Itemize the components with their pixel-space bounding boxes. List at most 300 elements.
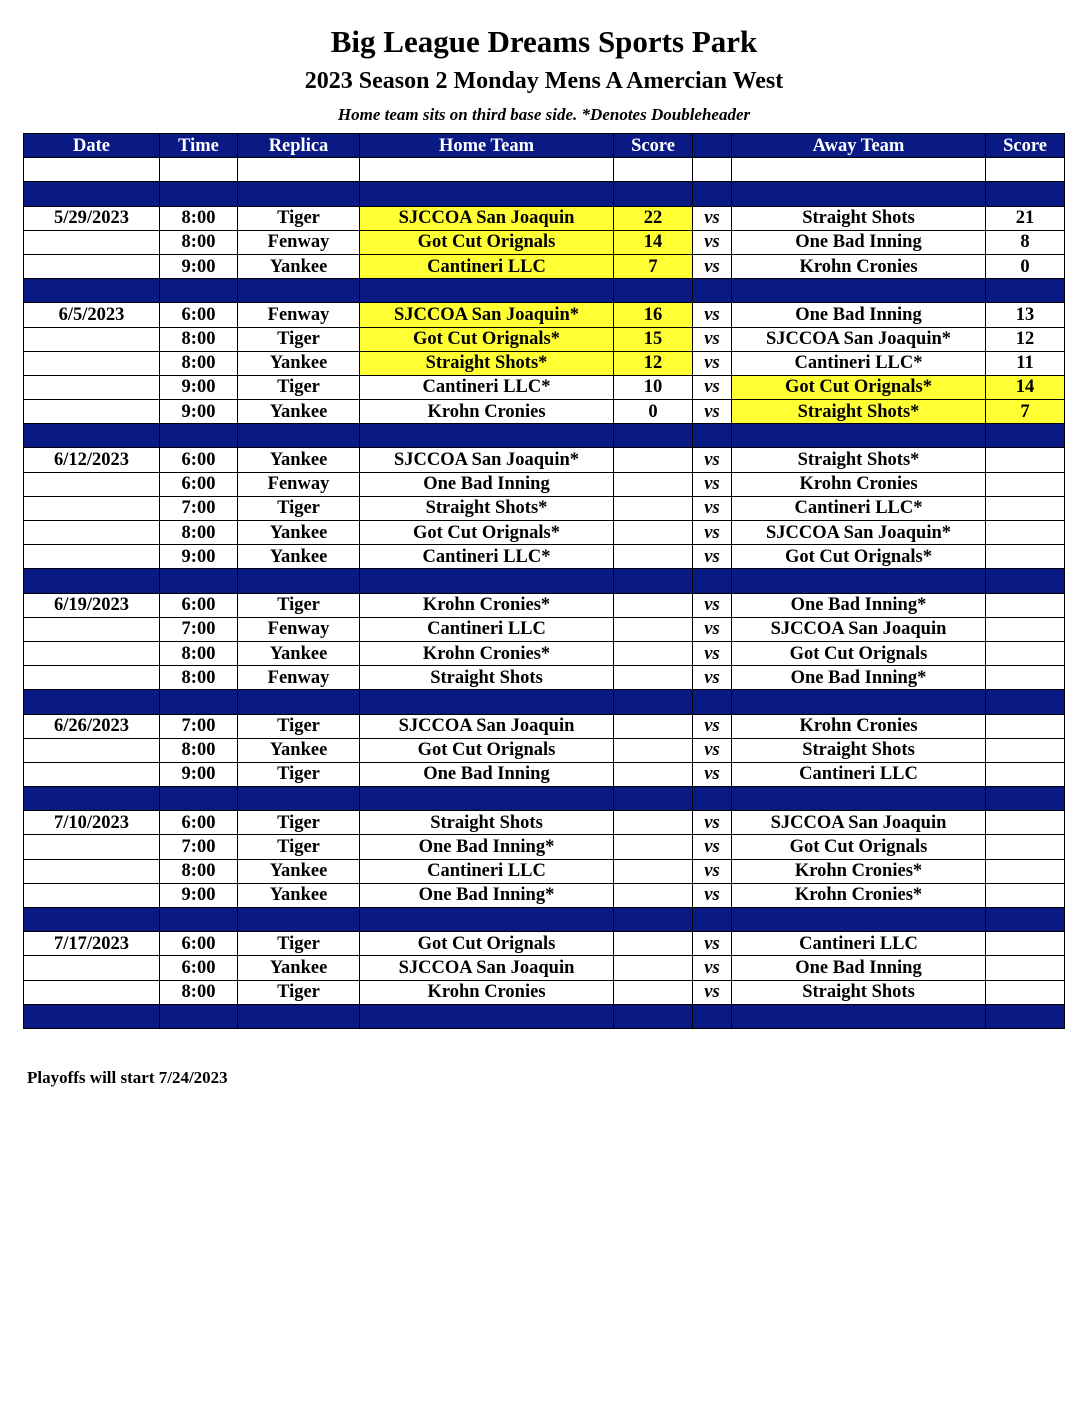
empty-cell: [693, 569, 732, 593]
game-row: [24, 351, 1065, 375]
empty-cell: [238, 569, 360, 593]
empty-cell: [160, 158, 238, 182]
away-team-cell: Got Cut Orignals*: [732, 545, 986, 569]
vs-cell: vs: [693, 472, 732, 496]
date-cell: [24, 956, 160, 980]
home-team-cell: SJCCOA San Joaquin: [360, 206, 614, 230]
time-cell: 6:00: [160, 956, 238, 980]
date-cell: 6/12/2023: [24, 448, 160, 472]
replica-cell: Fenway: [238, 303, 360, 327]
away-score-cell: 7: [986, 400, 1065, 424]
empty-cell: [238, 787, 360, 811]
time-cell: 9:00: [160, 375, 238, 399]
empty-cell: [986, 279, 1065, 303]
replica-cell: Fenway: [238, 617, 360, 641]
date-cell: [24, 327, 160, 351]
away-score-cell: [986, 932, 1065, 956]
replica-cell: Tiger: [238, 496, 360, 520]
replica-cell: Fenway: [238, 472, 360, 496]
date-cell: [24, 545, 160, 569]
empty-cell: [160, 182, 238, 206]
away-score-cell: 8: [986, 230, 1065, 254]
away-score-cell: [986, 448, 1065, 472]
home-team-cell: Got Cut Orignals*: [360, 327, 614, 351]
game-row: [24, 448, 1065, 472]
game-row: [24, 496, 1065, 520]
home-score-cell: 22: [614, 206, 693, 230]
empty-cell: [614, 158, 693, 182]
game-row: [24, 956, 1065, 980]
away-score-cell: [986, 666, 1065, 690]
home-team-cell: Got Cut Orignals*: [360, 521, 614, 545]
separator-row: [24, 1004, 1065, 1028]
empty-cell: [24, 1004, 160, 1028]
away-score-cell: 0: [986, 254, 1065, 278]
home-team-cell: SJCCOA San Joaquin: [360, 714, 614, 738]
away-score-cell: 12: [986, 327, 1065, 351]
empty-cell: [614, 569, 693, 593]
vs-cell: vs: [693, 206, 732, 230]
empty-cell: [360, 279, 614, 303]
empty-cell: [24, 158, 160, 182]
empty-cell: [614, 690, 693, 714]
time-cell: 8:00: [160, 641, 238, 665]
away-team-cell: Got Cut Orignals*: [732, 375, 986, 399]
date-cell: [24, 980, 160, 1004]
vs-cell: vs: [693, 375, 732, 399]
time-cell: 7:00: [160, 714, 238, 738]
home-team-cell: Got Cut Orignals: [360, 738, 614, 762]
empty-cell: [693, 182, 732, 206]
away-score-cell: [986, 738, 1065, 762]
header-row: [24, 134, 1065, 158]
game-row: [24, 666, 1065, 690]
home-score-cell: 12: [614, 351, 693, 375]
home-score-cell: [614, 883, 693, 907]
vs-cell: vs: [693, 496, 732, 520]
home-team-cell: Krohn Cronies*: [360, 641, 614, 665]
home-team-cell: One Bad Inning: [360, 762, 614, 786]
vs-cell: vs: [693, 617, 732, 641]
away-team-cell: Straight Shots: [732, 980, 986, 1004]
empty-cell: [693, 690, 732, 714]
game-row: [24, 400, 1065, 424]
empty-cell: [238, 690, 360, 714]
away-team-cell: Cantineri LLC: [732, 762, 986, 786]
date-cell: 6/26/2023: [24, 714, 160, 738]
empty-cell: [160, 908, 238, 932]
away-team-cell: One Bad Inning: [732, 303, 986, 327]
vs-cell: vs: [693, 762, 732, 786]
home-score-cell: 16: [614, 303, 693, 327]
empty-cell: [24, 787, 160, 811]
time-cell: 6:00: [160, 932, 238, 956]
header-vs: [693, 134, 732, 158]
game-row: [24, 980, 1065, 1004]
away-score-cell: [986, 883, 1065, 907]
time-cell: 8:00: [160, 666, 238, 690]
time-cell: 8:00: [160, 206, 238, 230]
time-cell: 6:00: [160, 811, 238, 835]
time-cell: 6:00: [160, 303, 238, 327]
replica-cell: Tiger: [238, 375, 360, 399]
vs-cell: vs: [693, 956, 732, 980]
replica-cell: Yankee: [238, 400, 360, 424]
vs-cell: vs: [693, 932, 732, 956]
header-home-score: Score: [614, 134, 693, 158]
home-score-cell: [614, 980, 693, 1004]
empty-cell: [732, 158, 986, 182]
home-score-cell: [614, 521, 693, 545]
replica-cell: Yankee: [238, 351, 360, 375]
home-team-cell: Straight Shots: [360, 666, 614, 690]
away-score-cell: [986, 811, 1065, 835]
schedule-body: [24, 158, 1065, 1029]
date-cell: 7/10/2023: [24, 811, 160, 835]
time-cell: 8:00: [160, 859, 238, 883]
separator-row: [24, 424, 1065, 448]
home-score-cell: [614, 496, 693, 520]
date-cell: [24, 617, 160, 641]
separator-row: [24, 787, 1065, 811]
empty-cell: [360, 158, 614, 182]
away-team-cell: Krohn Cronies: [732, 472, 986, 496]
away-score-cell: [986, 762, 1065, 786]
empty-cell: [693, 1004, 732, 1028]
empty-cell: [986, 424, 1065, 448]
game-row: [24, 932, 1065, 956]
away-team-cell: Straight Shots*: [732, 448, 986, 472]
game-row: [24, 714, 1065, 738]
empty-cell: [732, 569, 986, 593]
home-score-cell: [614, 666, 693, 690]
home-team-cell: Cantineri LLC: [360, 254, 614, 278]
header-date: Date: [24, 134, 160, 158]
home-score-cell: [614, 448, 693, 472]
away-team-cell: Straight Shots*: [732, 400, 986, 424]
replica-cell: Tiger: [238, 762, 360, 786]
home-score-cell: [614, 932, 693, 956]
empty-cell: [24, 424, 160, 448]
empty-cell: [24, 908, 160, 932]
replica-cell: Yankee: [238, 254, 360, 278]
game-row: [24, 738, 1065, 762]
empty-cell: [614, 908, 693, 932]
home-score-cell: 14: [614, 230, 693, 254]
replica-cell: Tiger: [238, 932, 360, 956]
replica-cell: Fenway: [238, 230, 360, 254]
empty-cell: [614, 787, 693, 811]
home-team-cell: Krohn Cronies: [360, 400, 614, 424]
away-team-cell: Got Cut Orignals: [732, 641, 986, 665]
home-team-cell: Got Cut Orignals: [360, 932, 614, 956]
empty-cell: [732, 908, 986, 932]
date-cell: [24, 859, 160, 883]
schedule-note: Home team sits on third base side. *Denotes Doubleheader: [337, 105, 751, 124]
separator-row: [24, 182, 1065, 206]
away-team-cell: Krohn Cronies: [732, 714, 986, 738]
date-cell: [24, 230, 160, 254]
away-score-cell: 21: [986, 206, 1065, 230]
vs-cell: vs: [693, 738, 732, 762]
home-score-cell: 15: [614, 327, 693, 351]
home-team-cell: Cantineri LLC: [360, 859, 614, 883]
date-cell: 5/29/2023: [24, 206, 160, 230]
vs-cell: vs: [693, 714, 732, 738]
home-score-cell: [614, 593, 693, 617]
replica-cell: Yankee: [238, 956, 360, 980]
empty-cell: [24, 279, 160, 303]
replica-cell: Yankee: [238, 859, 360, 883]
date-cell: 6/19/2023: [24, 593, 160, 617]
replica-cell: Yankee: [238, 641, 360, 665]
away-score-cell: [986, 835, 1065, 859]
home-team-cell: Cantineri LLC*: [360, 375, 614, 399]
away-score-cell: [986, 521, 1065, 545]
game-row: [24, 521, 1065, 545]
time-cell: 9:00: [160, 762, 238, 786]
away-team-cell: Straight Shots: [732, 738, 986, 762]
empty-cell: [732, 182, 986, 206]
away-score-cell: [986, 859, 1065, 883]
game-row: [24, 545, 1065, 569]
home-score-cell: [614, 472, 693, 496]
game-row: [24, 327, 1065, 351]
vs-cell: vs: [693, 641, 732, 665]
separator-row: [24, 569, 1065, 593]
empty-cell: [986, 182, 1065, 206]
vs-cell: vs: [693, 883, 732, 907]
empty-cell: [986, 690, 1065, 714]
home-score-cell: [614, 835, 693, 859]
replica-cell: Tiger: [238, 593, 360, 617]
vs-cell: vs: [693, 666, 732, 690]
away-team-cell: Cantineri LLC*: [732, 496, 986, 520]
game-row: [24, 303, 1065, 327]
home-score-cell: [614, 738, 693, 762]
empty-cell: [238, 279, 360, 303]
away-team-cell: Krohn Cronies*: [732, 883, 986, 907]
vs-cell: vs: [693, 545, 732, 569]
vs-cell: vs: [693, 521, 732, 545]
away-score-cell: [986, 545, 1065, 569]
away-score-cell: [986, 980, 1065, 1004]
away-score-cell: [986, 714, 1065, 738]
empty-cell: [360, 424, 614, 448]
empty-cell: [360, 908, 614, 932]
empty-cell: [732, 279, 986, 303]
away-team-cell: Cantineri LLC: [732, 932, 986, 956]
empty-cell: [986, 908, 1065, 932]
empty-cell: [986, 1004, 1065, 1028]
header-away-team: Away Team: [732, 134, 986, 158]
game-row: [24, 835, 1065, 859]
game-row: [24, 859, 1065, 883]
vs-cell: vs: [693, 448, 732, 472]
home-team-cell: One Bad Inning*: [360, 883, 614, 907]
away-score-cell: [986, 641, 1065, 665]
header-replica: Replica: [238, 134, 360, 158]
empty-cell: [693, 158, 732, 182]
time-cell: 9:00: [160, 883, 238, 907]
game-row: [24, 230, 1065, 254]
empty-cell: [693, 424, 732, 448]
vs-cell: vs: [693, 980, 732, 1004]
date-cell: [24, 738, 160, 762]
empty-cell: [693, 908, 732, 932]
empty-cell: [160, 1004, 238, 1028]
time-cell: 6:00: [160, 448, 238, 472]
date-cell: [24, 883, 160, 907]
home-team-cell: One Bad Inning: [360, 472, 614, 496]
home-score-cell: [614, 956, 693, 980]
empty-cell: [160, 787, 238, 811]
away-score-cell: [986, 956, 1065, 980]
vs-cell: vs: [693, 859, 732, 883]
game-row: [24, 593, 1065, 617]
away-team-cell: One Bad Inning: [732, 956, 986, 980]
away-score-cell: 11: [986, 351, 1065, 375]
away-score-cell: [986, 593, 1065, 617]
away-score-cell: 14: [986, 375, 1065, 399]
time-cell: 6:00: [160, 593, 238, 617]
date-cell: [24, 762, 160, 786]
time-cell: 9:00: [160, 545, 238, 569]
away-team-cell: Krohn Cronies*: [732, 859, 986, 883]
replica-cell: Yankee: [238, 545, 360, 569]
replica-cell: Tiger: [238, 811, 360, 835]
replica-cell: Tiger: [238, 835, 360, 859]
replica-cell: Yankee: [238, 738, 360, 762]
game-row: [24, 762, 1065, 786]
date-cell: 7/17/2023: [24, 932, 160, 956]
away-team-cell: One Bad Inning: [732, 230, 986, 254]
header-home-team: Home Team: [360, 134, 614, 158]
separator-row: [24, 690, 1065, 714]
away-team-cell: Krohn Cronies: [732, 254, 986, 278]
header-away-score: Score: [986, 134, 1065, 158]
home-score-cell: [614, 545, 693, 569]
away-team-cell: Got Cut Orignals: [732, 835, 986, 859]
away-team-cell: SJCCOA San Joaquin: [732, 617, 986, 641]
date-cell: [24, 521, 160, 545]
time-cell: 9:00: [160, 254, 238, 278]
time-cell: 7:00: [160, 617, 238, 641]
empty-cell: [360, 787, 614, 811]
page-subtitle: 2023 Season 2 Monday Mens A Amercian West: [304, 68, 784, 94]
empty-cell: [614, 182, 693, 206]
vs-cell: vs: [693, 327, 732, 351]
vs-cell: vs: [693, 230, 732, 254]
vs-cell: vs: [693, 303, 732, 327]
game-row: [24, 472, 1065, 496]
empty-cell: [238, 908, 360, 932]
empty-cell: [238, 1004, 360, 1028]
empty-cell: [614, 279, 693, 303]
date-cell: [24, 496, 160, 520]
home-score-cell: [614, 859, 693, 883]
empty-cell: [360, 569, 614, 593]
home-team-cell: SJCCOA San Joaquin*: [360, 303, 614, 327]
home-score-cell: 0: [614, 400, 693, 424]
playoffs-note: Playoffs will start 7/24/2023: [27, 1068, 228, 1087]
away-score-cell: [986, 472, 1065, 496]
away-team-cell: Straight Shots: [732, 206, 986, 230]
empty-cell: [160, 690, 238, 714]
time-cell: 8:00: [160, 327, 238, 351]
away-score-cell: [986, 496, 1065, 520]
time-cell: 8:00: [160, 230, 238, 254]
home-score-cell: [614, 714, 693, 738]
game-row: [24, 617, 1065, 641]
home-team-cell: Straight Shots*: [360, 351, 614, 375]
vs-cell: vs: [693, 593, 732, 617]
time-cell: 7:00: [160, 496, 238, 520]
game-row: [24, 206, 1065, 230]
away-team-cell: One Bad Inning*: [732, 593, 986, 617]
empty-cell: [24, 182, 160, 206]
date-cell: [24, 351, 160, 375]
blank-row: [24, 158, 1065, 182]
game-row: [24, 641, 1065, 665]
empty-cell: [986, 569, 1065, 593]
empty-cell: [732, 424, 986, 448]
home-team-cell: Cantineri LLC: [360, 617, 614, 641]
empty-cell: [360, 182, 614, 206]
away-team-cell: One Bad Inning*: [732, 666, 986, 690]
away-score-cell: 13: [986, 303, 1065, 327]
empty-cell: [614, 1004, 693, 1028]
separator-row: [24, 908, 1065, 932]
replica-cell: Yankee: [238, 521, 360, 545]
empty-cell: [693, 787, 732, 811]
schedule-table: [23, 133, 1065, 1029]
vs-cell: vs: [693, 835, 732, 859]
home-score-cell: 7: [614, 254, 693, 278]
time-cell: 8:00: [160, 738, 238, 762]
time-cell: 9:00: [160, 400, 238, 424]
replica-cell: Tiger: [238, 327, 360, 351]
date-cell: [24, 666, 160, 690]
game-row: [24, 254, 1065, 278]
replica-cell: Yankee: [238, 448, 360, 472]
header-time: Time: [160, 134, 238, 158]
vs-cell: vs: [693, 811, 732, 835]
away-team-cell: SJCCOA San Joaquin*: [732, 327, 986, 351]
home-team-cell: SJCCOA San Joaquin*: [360, 448, 614, 472]
away-score-cell: [986, 617, 1065, 641]
empty-cell: [732, 690, 986, 714]
replica-cell: Fenway: [238, 666, 360, 690]
time-cell: 8:00: [160, 351, 238, 375]
vs-cell: vs: [693, 400, 732, 424]
home-team-cell: Straight Shots: [360, 811, 614, 835]
home-team-cell: SJCCOA San Joaquin: [360, 956, 614, 980]
home-team-cell: One Bad Inning*: [360, 835, 614, 859]
replica-cell: Tiger: [238, 980, 360, 1004]
empty-cell: [238, 424, 360, 448]
empty-cell: [693, 279, 732, 303]
home-team-cell: Krohn Cronies: [360, 980, 614, 1004]
time-cell: 6:00: [160, 472, 238, 496]
empty-cell: [986, 158, 1065, 182]
replica-cell: Tiger: [238, 206, 360, 230]
away-team-cell: SJCCOA San Joaquin: [732, 811, 986, 835]
empty-cell: [614, 424, 693, 448]
empty-cell: [360, 1004, 614, 1028]
empty-cell: [24, 690, 160, 714]
date-cell: [24, 472, 160, 496]
